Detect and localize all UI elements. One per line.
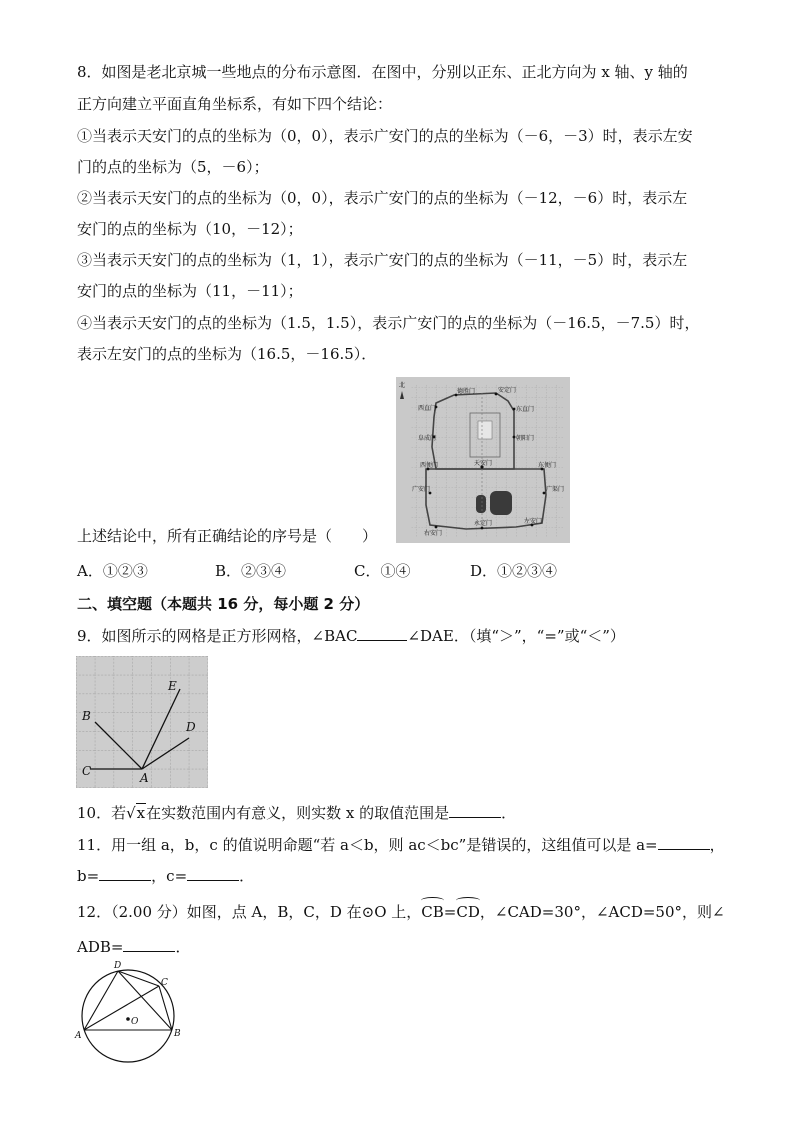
q8-conclusion1-line2: 门的点的坐标为（5，－6）； — [77, 158, 269, 176]
q9-label-c: C — [82, 764, 92, 778]
q8-stem-line1: 8．如图是老北京城一些地点的分布示意图．在图中，分别以正东、正北方向为 x 轴、y 轴的 — [77, 63, 688, 81]
zuoanmen-label: 左安门 — [524, 518, 543, 525]
q12-text-1: 12．（2.00 分）如图，点 A，B，C，D 在⊙O 上， — [77, 903, 422, 921]
temple-block-1 — [476, 495, 486, 513]
q9-label-e: E — [168, 679, 177, 693]
tiananmen-label: 天安门 — [474, 460, 493, 467]
q9-label-d: D — [186, 720, 196, 734]
q12-line1 — [77, 902, 725, 922]
q9-answer-blank[interactable] — [357, 625, 407, 641]
dongzhimen-label: 东直门 — [516, 406, 535, 413]
q8-conclusion3-line1: ③当表示天安门的点的坐标为（1，1），表示广安门的点的坐标为（－11，－5）时，表示左 — [77, 251, 688, 269]
q9-label-a: A — [140, 771, 149, 785]
q8-question: 上述结论中，所有正确结论的序号是（ ） — [77, 527, 378, 545]
q8-option-c: C．①④ — [354, 562, 411, 580]
q8-conclusion1-line1: ①当表示天安门的点的坐标为（0，0），表示广安门的点的坐标为（－6，－3）时，表示左安 — [77, 127, 693, 145]
arc-cb: CB — [421, 903, 444, 921]
temple-block-2 — [490, 491, 512, 515]
arc-cd: CD — [456, 903, 480, 921]
q8-conclusion4-line2: 表示左安门的点的坐标为（16.5，－16.5）． — [77, 345, 377, 363]
q11-line1 — [77, 834, 725, 855]
dongbianmen-label: 东便门 — [538, 462, 557, 469]
q11-line2 — [77, 865, 254, 886]
q11-c-blank[interactable] — [187, 865, 239, 881]
youanmen-label: 右安门 — [424, 530, 443, 537]
q12-label-b: B — [174, 1029, 181, 1039]
q8-conclusion4-line1: ④当表示天安门的点的坐标为（1.5，1.5），表示广安门的点的坐标为（－16.5，－7.5）时， — [77, 314, 700, 332]
q8-stem-line2: 正方向建立平面直角坐标系，有如下四个结论： — [77, 95, 393, 113]
q12-line2 — [77, 936, 190, 957]
north-label: 北 — [399, 382, 406, 389]
q11-b-blank[interactable] — [99, 865, 151, 881]
segment-ad — [84, 971, 118, 1030]
q12-text-2: ，∠CAD=30°，∠ACD=50°，则∠ — [479, 903, 725, 921]
beijing-map-figure — [396, 377, 570, 543]
deshengmen-label: 德胜门 — [457, 388, 476, 395]
q10-end: ． — [501, 804, 517, 822]
q10-post: 在实数范围内有意义，则实数 x 的取值范围是 — [146, 804, 450, 822]
q9-text — [77, 625, 625, 646]
fuchengmen-label: 阜成门 — [418, 435, 437, 442]
q12-label-o: O — [131, 1017, 139, 1027]
q12-label-d: D — [114, 961, 122, 971]
xibianmen-label: 西便门 — [420, 462, 439, 469]
q11-l2-end: ． — [239, 867, 255, 885]
q8-conclusion2-line2: 安门的点的坐标为（10，－12）； — [77, 220, 303, 238]
section2-title: 二、填空题（本题共 16 分，每小题 2 分） — [77, 595, 370, 613]
q11-b-label: b= — [77, 867, 100, 885]
q12-eq: = — [443, 903, 457, 921]
q12-circle-figure — [74, 958, 186, 1066]
sqrt-symbol: √x — [126, 804, 146, 822]
q10-text — [77, 802, 516, 823]
q9-label-b: B — [82, 709, 91, 723]
q8-option-a: A．①②③ — [77, 562, 148, 580]
q11-l1-text: 11．用一组 a，b，c 的值说明命题“若 a＜b，则 ac＜bc”是错误的，这组值可以是 a= — [77, 836, 658, 854]
q12-answer-blank[interactable] — [123, 936, 175, 952]
yongdingmen-label: 永定门 — [474, 520, 493, 527]
q8-conclusion3-line2: 安门的点的坐标为（11，－11）； — [77, 282, 303, 300]
q11-a-blank[interactable] — [658, 834, 710, 850]
segment-ac — [84, 986, 159, 1030]
q9-grid-figure — [76, 656, 208, 788]
q12-label-a: A — [75, 1031, 82, 1041]
xizhimen-label: 西直门 — [418, 405, 437, 412]
q12-adb-label: ADB= — [77, 938, 124, 956]
q11-c-label: ，c= — [151, 867, 188, 885]
guangqumen-label: 广渠门 — [546, 486, 565, 493]
q8-conclusion2-line1: ②当表示天安门的点的坐标为（0，0），表示广安门的点的坐标为（－12，－6）时，表示左 — [77, 189, 688, 207]
q9-text-b: ∠DAE．（填“＞”，“=”或“＜”） — [407, 627, 625, 645]
q12-label-c: C — [161, 978, 168, 988]
q10-pre: 10．若 — [77, 804, 127, 822]
q10-radicand: x — [136, 804, 146, 822]
guanganmen-label: 广安门 — [412, 486, 431, 493]
chaoyangmen-label: 朝阳门 — [516, 435, 535, 442]
q10-answer-blank[interactable] — [449, 802, 501, 818]
center-o-point — [126, 1017, 130, 1021]
q8-option-d: D．①②③④ — [470, 562, 558, 580]
q12-end: ． — [175, 938, 191, 956]
q9-text-a: 9．如图所示的网格是正方形网格，∠BAC — [77, 627, 358, 645]
q11-l1-end: ， — [709, 836, 725, 854]
q8-option-b: B．②③④ — [215, 562, 287, 580]
andingmen-label: 安定门 — [498, 387, 517, 394]
